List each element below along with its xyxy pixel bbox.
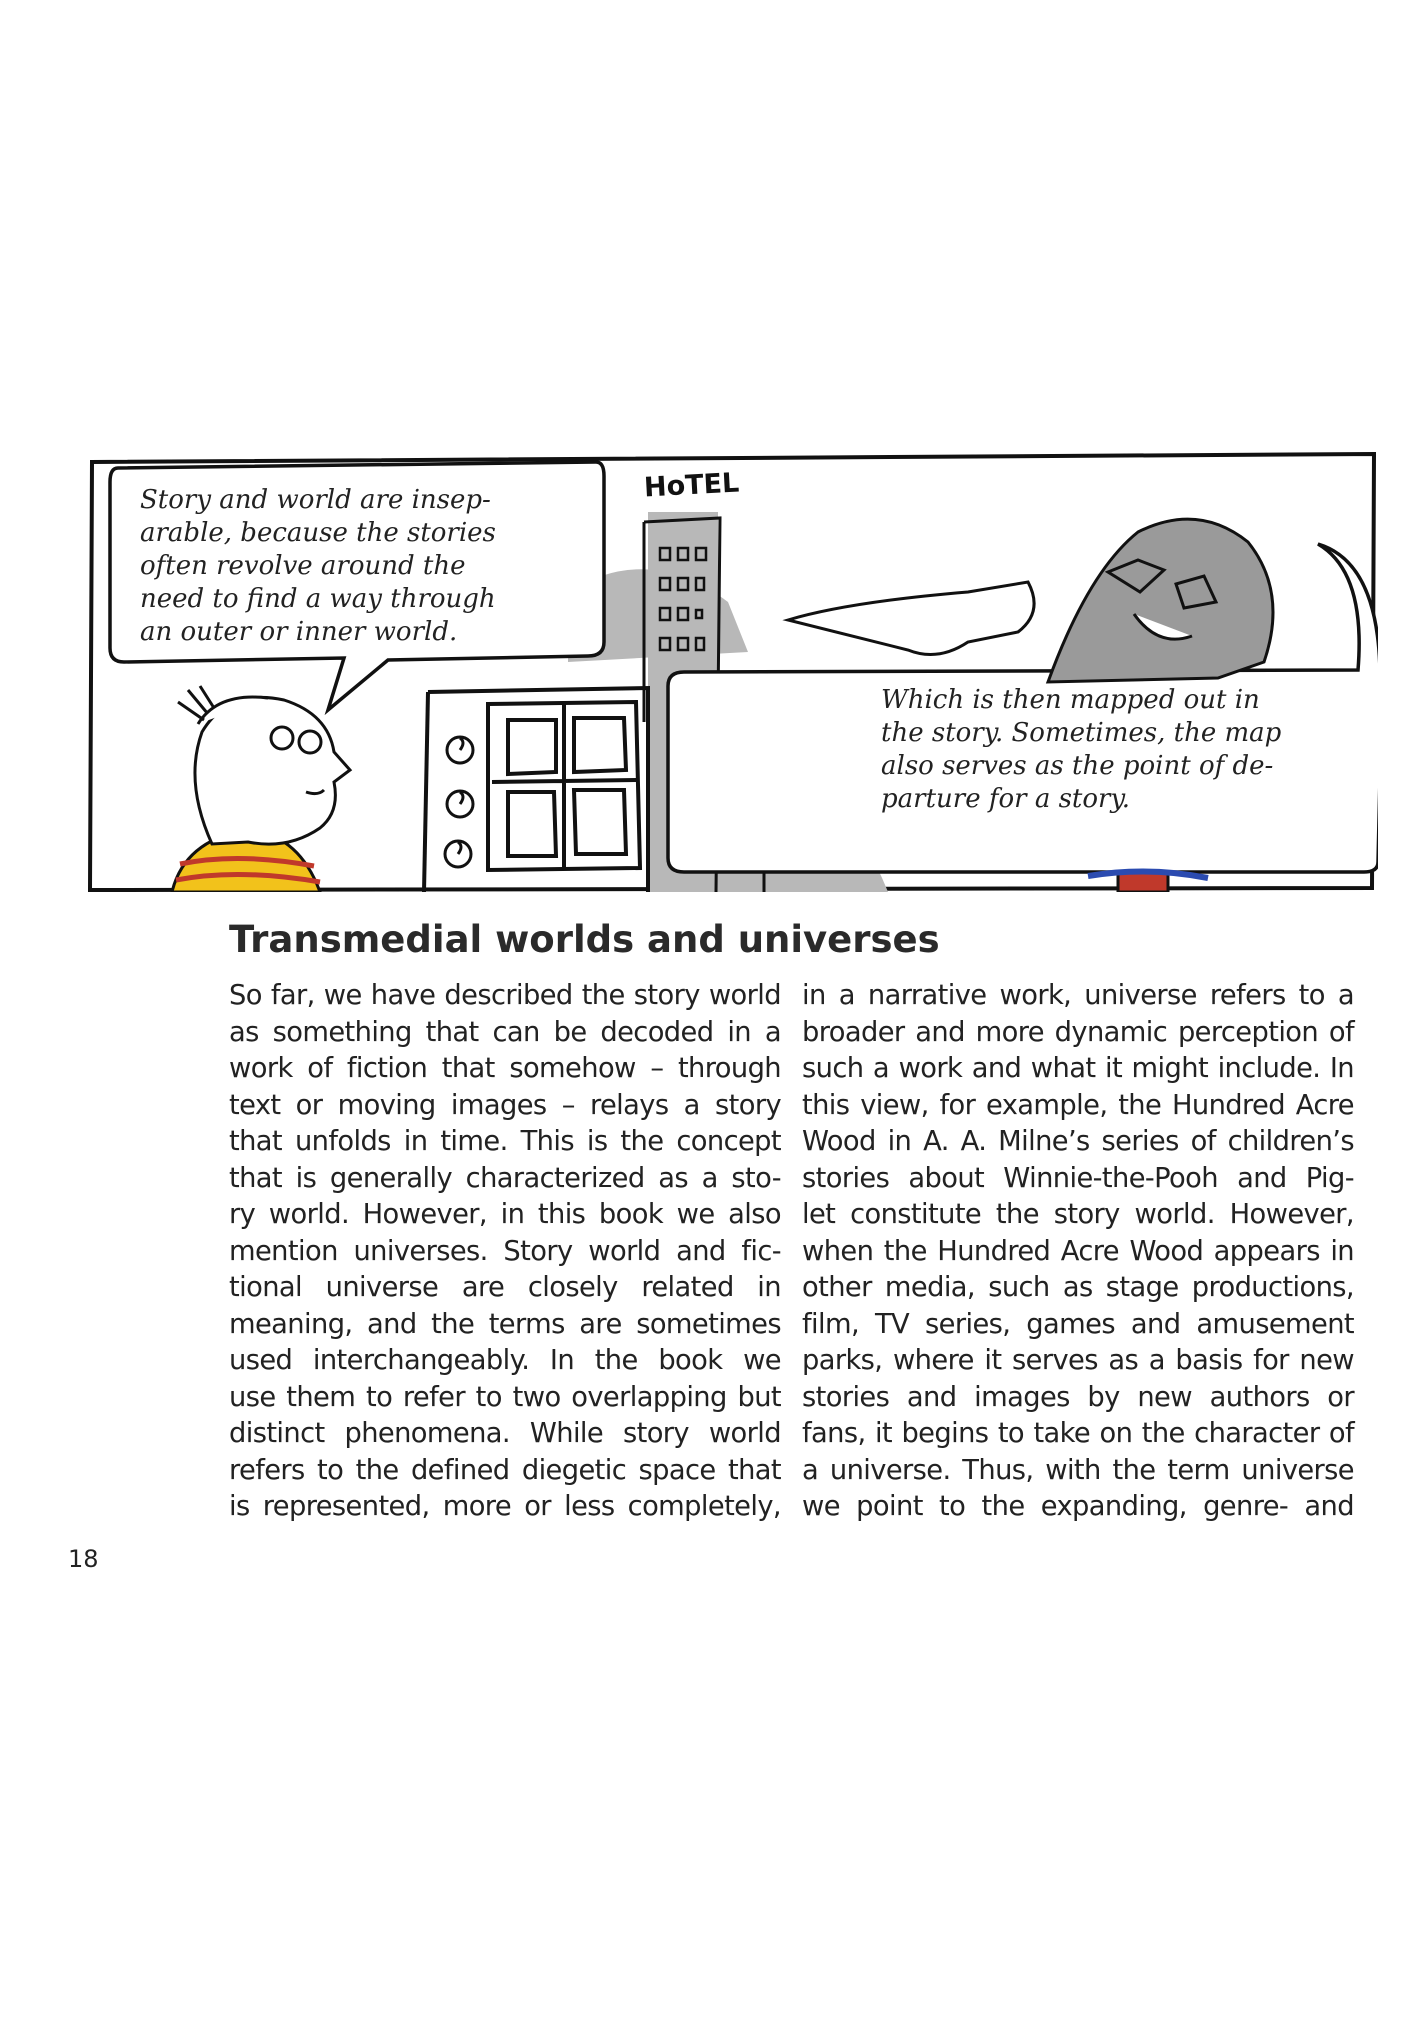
text-line: parks, where it serves as a basis for new: [802, 1345, 1354, 1376]
text-line: text or moving images – relays a story: [229, 1089, 781, 1121]
text-line: such a work and what it might include. In: [802, 1053, 1354, 1084]
speech-line: an outer or inner world.: [140, 617, 458, 647]
text-line: So far, we have described the story world: [229, 980, 781, 1011]
speech-line: arable, because the stories: [140, 518, 496, 548]
speech-line: often revolve around the: [140, 551, 466, 581]
page-number: 18: [68, 1545, 99, 1573]
text-line: use them to refer to two overlapping but: [229, 1381, 781, 1413]
text-line: let constitute the story world. However,: [802, 1199, 1354, 1230]
text-line: film, TV series, games and amusement: [802, 1308, 1354, 1340]
text-line: in a narrative work, universe refers to a: [802, 980, 1354, 1011]
speech-line: parture for a story.: [881, 784, 1130, 814]
comic-panel: [88, 452, 1378, 892]
left-character: [172, 686, 350, 892]
speech-text-right: [881, 684, 1281, 816]
text-line: as something that can be decoded in a: [229, 1016, 781, 1048]
text-line: we point to the expanding, genre- and: [802, 1491, 1354, 1522]
text-line: ry world. However, in this book we also: [229, 1199, 781, 1230]
text-line: that unfolds in time. This is the concept: [229, 1126, 781, 1157]
hotel-sign: HoTEL: [643, 467, 740, 504]
text-line: this view, for example, the Hundred Acre: [802, 1089, 1354, 1121]
text-line: stories about Winnie-the-Pooh and Pig-: [802, 1162, 1354, 1194]
text-line: when the Hundred Acre Wood appears in: [802, 1235, 1354, 1267]
text-line: broader and more dynamic perception of: [802, 1016, 1354, 1048]
text-line: tional universe are closely related in: [229, 1272, 781, 1303]
speech-line: Story and world are insep-: [140, 485, 491, 515]
speech-text-left: [140, 484, 496, 649]
text-line: refers to the defined diegetic space that: [229, 1454, 781, 1486]
text-line: is represented, more or less completely,: [229, 1491, 781, 1522]
speech-line: also serves as the point of de-: [881, 751, 1274, 781]
speech-line: the story. Sometimes, the map: [881, 718, 1282, 748]
speech-line: Which is then mapped out in: [881, 685, 1260, 715]
text-line: Wood in A. A. Milne’s series of children’s: [802, 1126, 1354, 1157]
text-line: other media, such as stage productions,: [802, 1272, 1354, 1303]
text-line: distinct phenomena. While story world: [229, 1418, 781, 1449]
text-column-right: [802, 978, 1354, 1526]
text-column-left: [229, 978, 781, 1526]
section-heading: Transmedial worlds and universes: [229, 918, 940, 961]
text-line: that is generally characterized as a sto-: [229, 1162, 781, 1194]
text-line: fans, it begins to take on the character of: [802, 1418, 1354, 1449]
text-line: work of fiction that somehow – through: [229, 1053, 781, 1084]
speech-line: need to find a way through: [140, 584, 496, 614]
text-line: meaning, and the terms are sometimes: [229, 1308, 781, 1340]
text-line: stories and images by new authors or: [802, 1381, 1354, 1413]
text-line: a universe. Thus, with the term universe: [802, 1454, 1354, 1486]
text-line: mention universes. Story world and fic-: [229, 1235, 781, 1267]
text-line: used interchangeably. In the book we: [229, 1345, 781, 1376]
